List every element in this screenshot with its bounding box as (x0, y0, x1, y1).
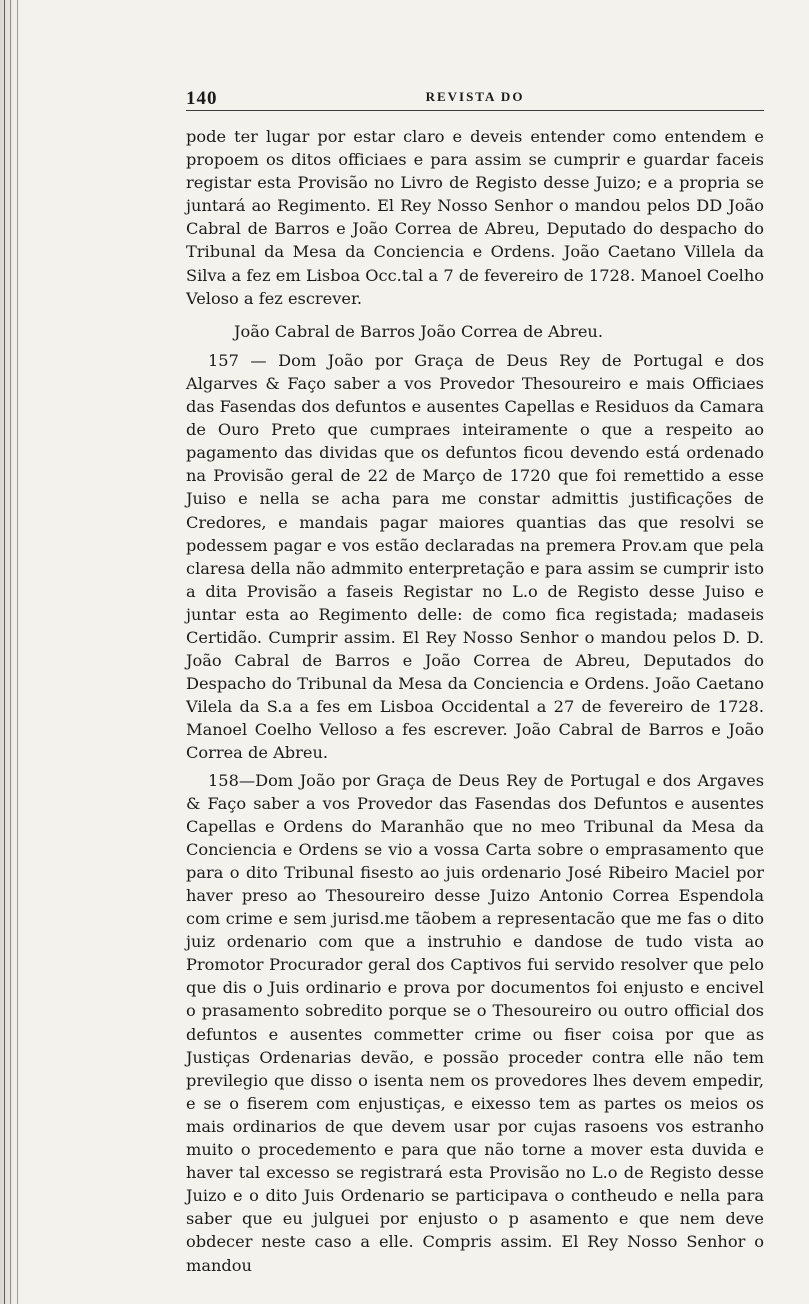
book-page (186, 86, 764, 1277)
header-rule (186, 110, 764, 111)
binding-line (17, 0, 18, 1304)
continuation-paragraph: pode ter lugar por estar claro e deveis entender como entendem e propoem os ditos officiaes e para assim se cumprir e guardar faceis registar esta Provisão no Livro de Registo desse Juizo; e a propria se juntará ao Regimento. El Rey Nosso Senhor o mandou pelos DD João Cabral de Barros e João Correa de Abreu, Deputado do despacho do Tribunal da Mesa da Conciencia e Ordens. João Caetano Villela da Silva a fez em Lisboa Occ.tal a 7 de fevereiro de 1728. Manoel Coelho Veloso a fez escrever. (186, 127, 764, 308)
page-header (186, 86, 764, 110)
binding-line (4, 0, 5, 1304)
running-title: REVISTA DO (425, 89, 525, 104)
page-edge-shadow (0, 0, 24, 1304)
signatories-line: João Cabral de Barros João Correa de Abreu. (234, 321, 603, 341)
binding-line (10, 0, 11, 1304)
entry-158: 158—Dom João por Graça de Deus Rey de Portugal e dos Argaves & Faço saber a vos Provedor das Fasendas dos Defuntos e ausentes Capellas e Ordens do Maranhão que no meo Tribunal da Mesa da Conciencia e Ordens se vio a vossa Carta sobre o emprasamento que para o dito Tribunal fisesto ao juis ordenario José Ribeiro Maciel por haver preso ao Thesoureiro desse Juizo Antonio Correa Espendola com crime e sem jurisd.me tãobem a representacão que me fas o dito juiz ordenario com que a instruhio e dandose de tudo vista ao Promotor Procurador geral dos Captivos fui servido resolver que pelo que dis o Juis ordinario e prova por documentos foi enjusto e encivel o prasamento sobredito porque se o Thesoureiro ou outro official dos defuntos e ausentes commetter crime ou fiser coisa por que as Justiças Ordenarias devão, e possão proceder contra elle não tem previlegio que disso o isenta nem os provedores lhes devem empedir, e se o fiserem com enjustiças, e eixesso tem as partes os meios os mais ordinarios de que devem usar por cujas rasoens vos estranho muito o procedemento e para que não torne a mover esta duvida e haver tal excesso se registrará esta Provisão no L.o de Registo desse Juizo e o dito Juis Ordenario se participava o contheudo e nella para saber que eu julguei por enjusto o p asamento e que nem deve obdecer neste caso a elle. Compris assim. El Rey Nosso Senhor o mandou (186, 770, 764, 1275)
page-text (186, 125, 764, 1277)
entry-157: 157 — Dom João por Graça de Deus Rey de Portugal e dos Algarves & Faço saber a vos Provedor Thesoureiro e mais Officiaes das Fasendas dos defuntos e ausentes Capellas e Residuos da Camara de Ouro Preto que cumpraes inteiramente o que a respeito ao pagamento das dividas que os defuntos ficou devendo está ordenado na Provisão geral de 22 de Março de 1720 que foi remettido a esse Juiso e nella se acha para me constar admittis justificações de Credores, e mandais pagar maiores quantias das que resolvi se podessem pagar e vos estão declaradas na premera Prov.am que pela claresa della não admmito enterpretação e para assim se cumprir isto a dita Provisão a faseis Registar no L.o de Registo desse Juiso e juntar esta ao Regimento delle: de como fica registada; madaseis Certidão. Cumprir assim. El Rey Nosso Senhor o mandou pelos D. D. João Cabral de Barros e João Correa de Abreu, Deputados do Despacho do Tribunal da Mesa da Conciencia e Ordens. João Caetano Vilela da S.a a fes em Lisboa Occidental a 27 de fevereiro de 1728. Manoel Coelho Velloso a fes escrever. João Cabral de Barros e João Correa de Abreu. (186, 350, 764, 763)
page-number: 140 (186, 88, 218, 109)
